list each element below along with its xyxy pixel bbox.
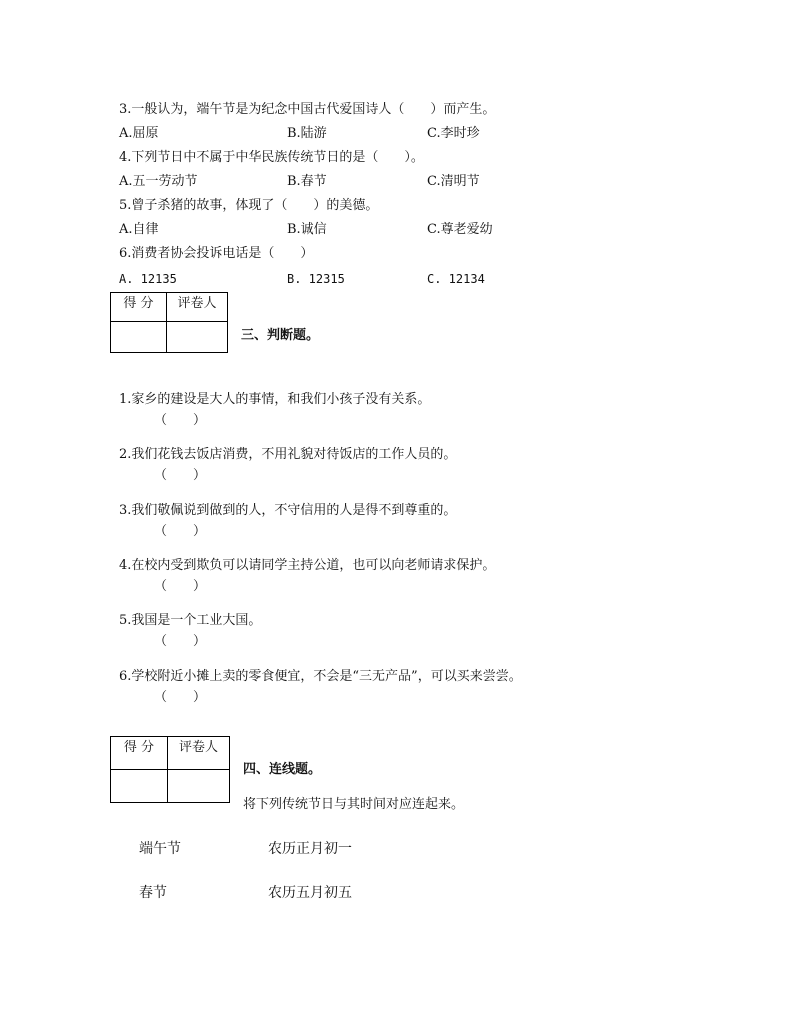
question-4-stem: 4.下列节日中不属于中华民族传统节日的是（ ）。 [119, 150, 424, 165]
tf-item-5-answer[interactable]: （ ） [154, 634, 207, 649]
question-6-stem: 6.消费者协会投诉电话是（ ） [119, 246, 314, 261]
tf-item-5-text: 5.我国是一个工业大国。 [119, 613, 262, 628]
tf-item-6-text: 6.学校附近小摊上卖的零食便宜，不会是“三无产品”，可以买来尝尝。 [119, 669, 522, 684]
score-label: 得 分 [111, 737, 168, 770]
question-4-option-c: C.清明节 [427, 174, 480, 189]
tf-item-3-answer[interactable]: （ ） [154, 524, 207, 539]
question-5-stem: 5.曾子杀猪的故事，体现了（ ）的美德。 [119, 198, 379, 213]
score-cell[interactable] [111, 322, 167, 353]
match-right-2[interactable]: 农历五月初五 [268, 885, 352, 901]
tf-item-1-answer[interactable]: （ ） [154, 413, 207, 428]
tf-item-6-answer[interactable]: （ ） [154, 690, 207, 705]
part4-title: 四、连线题。 [243, 762, 322, 777]
question-3-stem: 3.一般认为，端午节是为纪念中国古代爱国诗人（ ）而产生。 [119, 102, 496, 117]
grader-cell[interactable] [167, 322, 228, 353]
grader-cell[interactable] [168, 770, 230, 803]
question-3-option-a: A.屈原 [119, 126, 159, 141]
question-4-option-a: A.五一劳动节 [119, 174, 198, 189]
question-3-option-b: B.陆游 [287, 126, 327, 141]
part3-title: 三、判断题。 [241, 328, 320, 343]
match-left-1[interactable]: 端午节 [139, 841, 181, 857]
tf-item-1-text: 1.家乡的建设是大人的事情，和我们小孩子没有关系。 [119, 392, 431, 407]
score-box-part4 [110, 736, 230, 803]
question-6-option-a: A. 12135 [119, 272, 177, 286]
tf-item-4-answer[interactable]: （ ） [154, 579, 207, 594]
tf-item-2-answer[interactable]: （ ） [154, 468, 207, 483]
question-6-option-c: C. 12134 [427, 272, 485, 286]
question-6-option-b: B. 12315 [287, 272, 345, 286]
part4-instruction: 将下列传统节日与其时间对应连起来。 [243, 797, 465, 812]
question-5-option-b: B.诚信 [287, 222, 327, 237]
score-label: 得 分 [111, 293, 167, 322]
question-3-option-c: C.李时珍 [427, 126, 480, 141]
question-5-option-a: A.自律 [119, 222, 159, 237]
match-left-2[interactable]: 春节 [139, 885, 167, 901]
match-right-1[interactable]: 农历正月初一 [268, 841, 352, 857]
tf-item-3-text: 3.我们敬佩说到做到的人，不守信用的人是得不到尊重的。 [119, 503, 457, 518]
grader-label: 评卷人 [167, 293, 228, 322]
grader-label: 评卷人 [168, 737, 230, 770]
score-box-part3 [110, 292, 228, 353]
score-cell[interactable] [111, 770, 168, 803]
question-5-option-c: C.尊老爱幼 [427, 222, 493, 237]
question-4-option-b: B.春节 [287, 174, 327, 189]
tf-item-2-text: 2.我们花钱去饭店消费，不用礼貌对待饭店的工作人员的。 [119, 447, 457, 462]
tf-item-4-text: 4.在校内受到欺负可以请同学主持公道，也可以向老师请求保护。 [119, 558, 496, 573]
